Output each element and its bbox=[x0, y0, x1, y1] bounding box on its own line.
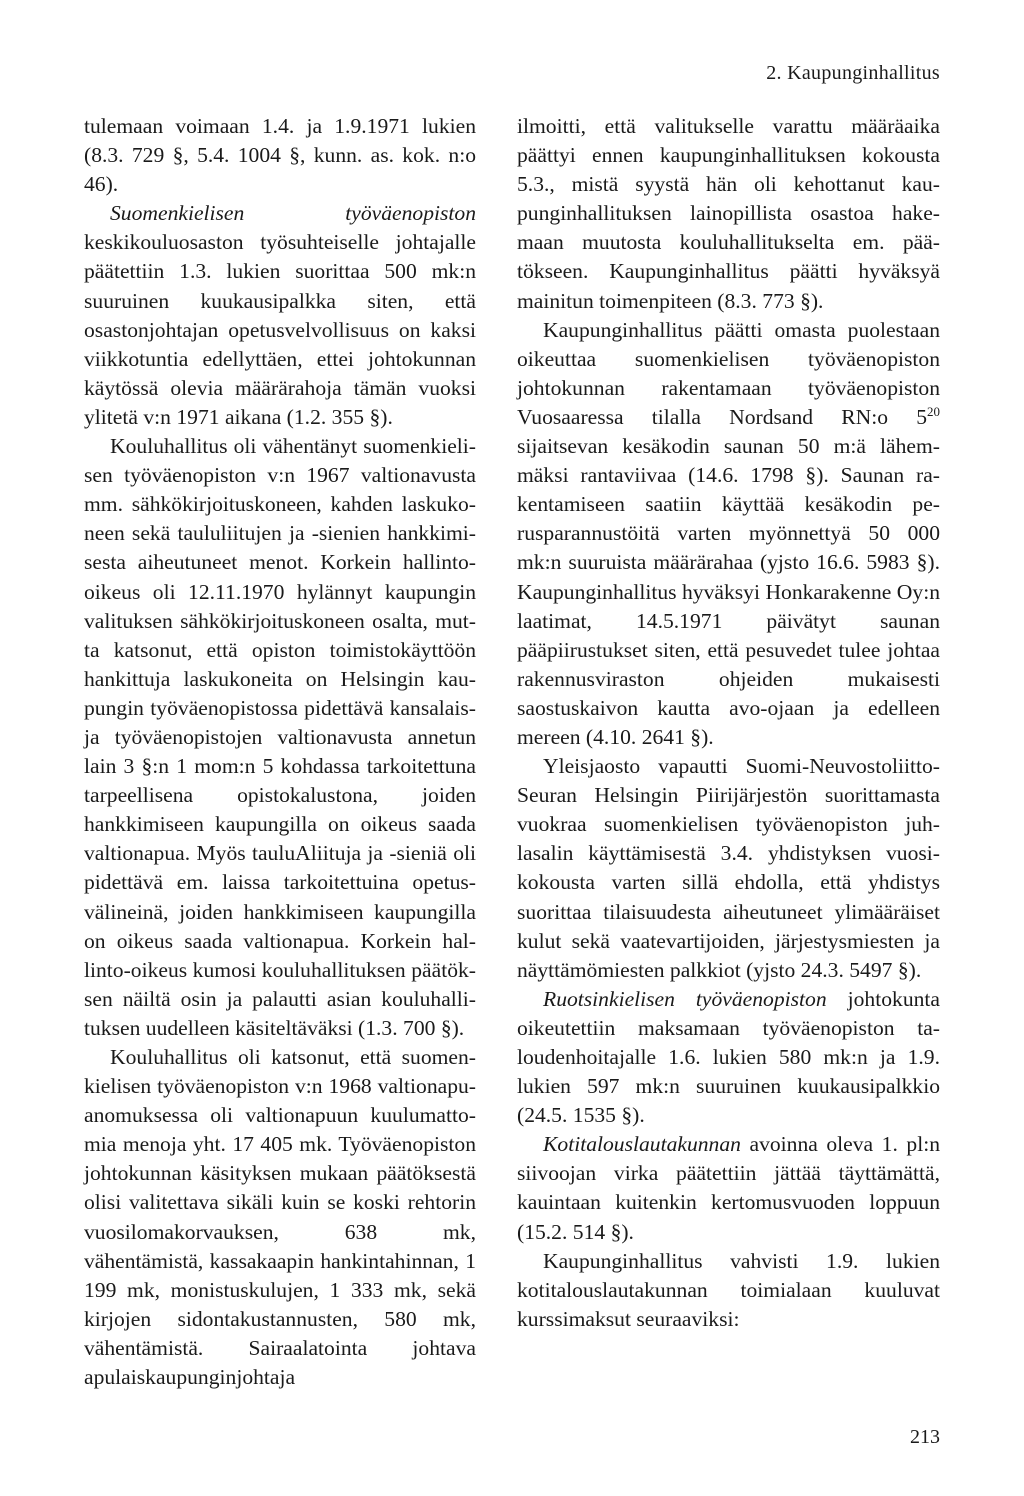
paragraph-text: sijaitsevan kesäkodin saunan 50 m:ä lähemmäksi rantaviivaa (14.6. 1798 §). Saunan rakentamiseen saatiin käyttää kesäkodin perusparannustöitä varten myönnettyä 50 000 mk:n suuruista määrärahaa (yjsto 16.6. 5983 §). Kaupunginhallitus hyväksyi Honkarakenne Oy:n laatimat, 14.5.1971 päivätyt saunan pääpiirustukset siten, että pesuvedet tulee johtaa rakennusviraston ohjeiden mukaisesti saostuskaivon kautta avo-ojaan ja edelleen mereen (4.10. 2641 §). bbox=[517, 434, 940, 749]
paragraph-text: Kouluhallitus oli vähentänyt suomenkielisen työväenopiston v:n 1967 valtionavusta mm. sähkökirjoituskoneen, kahden laskukoneen sekä taululiitujen ja -sienien hankkimisesta aiheutuneet menot. Korkein hallintooikeus oli 12.11.1970 hylännyt kaupungin valituksen sähkökirjoituskoneen osalta, mutta katsonut, että opiston toimistokäyttöön hankittuja laskukoneita on Helsingin kaupungin työväenopistossa pidettävä kansalais- ja työväenopistojen valtionavusta annetun lain 3 §:n 1 mom:n 5 kohdassa tarkoitettuna tarpeellisena opistokalustona, joiden hankkimiseen kaupungilla on oikeus saada valtionapua. Myös tauluAliituja ja -sieniä oli pidettävä em. laissa tarkoitettuina opetusvälineinä, joiden hankkimiseen kaupungilla on oikeus saada valtionapua. Korkein hallinto-oikeus kumosi kouluhallituksen päätöksen näiltä osin ja palautti asian kouluhallituksen uudelleen käsiteltäväksi (1.3. 700 §). bbox=[84, 434, 476, 1040]
paragraph-text: Yleisjaosto vapautti Suomi-Neuvostoliitto-Seuran Helsingin Piirijärjestön suorittamasta vuokraa suomenkielisen työväenopiston juhlasalin käyttämisestä 3.4. yhdistyksen vuosikokousta varten sillä ehdolla, että yhdistys suorittaa tilaisuudesta aiheutuneet ylimääräiset kulut sekä vaatevartijoiden, järjestysmiesten ja näyttämömiesten palkkiot (yjsto 24.3. 5497 §). bbox=[517, 754, 940, 982]
paragraph-text: Kaupunginhallitus päätti omasta puolestaan oikeuttaa suomenkielisen työväenopiston johtokunnan rakentamaan työväenopiston Vuosaaressa tilalla Nordsand RN:o 5 bbox=[517, 317, 940, 429]
right-column bbox=[517, 112, 940, 1334]
paragraph bbox=[84, 112, 476, 199]
paragraph-text: johtokunta oikeutettiin maksamaan työväenopiston taloudenhoitajalle 1.6. lukien 580 mk:n ja 1.9. lukien 597 mk:n suuruinen kuukausipalkkio (24.5. 1535 §). bbox=[517, 986, 940, 1128]
paragraph bbox=[84, 199, 476, 432]
italic-lead: Ruotsinkielisen työväenopiston bbox=[543, 986, 827, 1011]
paragraph bbox=[84, 432, 476, 1043]
paragraph bbox=[517, 752, 940, 985]
paragraph-text: Kaupunginhallitus vahvisti 1.9. lukien kotitalouslautakunnan toimialaan kuuluvat kurssimaksut seuraaviksi: bbox=[517, 1248, 940, 1331]
paragraph bbox=[84, 1043, 476, 1392]
left-column bbox=[84, 112, 476, 1392]
paragraph-text: avoinna oleva 1. pl:n siivoojan virka päätettiin jättää täyttämättä, kauintaan kuitenkin kertomusvuoden loppuun (15.2. 514 §). bbox=[517, 1132, 940, 1244]
paragraph bbox=[517, 985, 940, 1130]
running-header: 2. Kaupunginhallitus bbox=[766, 62, 940, 84]
paragraph-text: tulemaan voimaan 1.4. ja 1.9.1971 lukien (8.3. 729 §, 5.4. 1004 §, kunn. as. kok. n:o 46). bbox=[84, 114, 476, 197]
italic-lead: Suomenkielisen työväenopiston bbox=[110, 201, 476, 226]
paragraph bbox=[517, 316, 940, 752]
page-number: 213 bbox=[910, 1426, 940, 1448]
paragraph bbox=[517, 1130, 940, 1246]
paragraph-text: ilmoitti, että valitukselle varattu määräaika päättyi ennen kaupunginhallituksen kokousta 5.3., mistä syystä hän oli kehottanut kaupunginhallituksen lainopillista osastoa hakemaan muutosta kouluhallitukselta em. päätökseen. Kaupunginhallitus päätti hyväksyä mainitun toimenpiteen (8.3. 773 §). bbox=[517, 114, 940, 313]
paragraph-text: keskikouluosaston työsuhteiselle johtajalle päätettiin 1.3. lukien suorittaa 500 mk:n suuruinen kuukausipalkka siten, että osastonjohtajan opetusvelvollisuus on kaksi viikkotuntia edellyttäen, ettei johtokunnan käytössä olevia määrärahoja tämän vuoksi ylitetä v:n 1971 aikana (1.2. 355 §). bbox=[84, 230, 476, 429]
italic-lead: Kotitalouslautakunnan bbox=[543, 1132, 741, 1157]
superscript: 20 bbox=[927, 403, 940, 419]
paragraph bbox=[517, 1247, 940, 1334]
paragraph bbox=[517, 112, 940, 316]
paragraph-text: Kouluhallitus oli katsonut, että suomenkielisen työväenopiston v:n 1968 valtionapuanomuksessa oli valtionapuun kuulumattomia menoja yht. 17 405 mk. Työväenopiston johtokunnan käsityksen mukaan päätöksestä olisi valitettava sikäli kuin se koski rehtorin vuosilomakorvauksen, 638 mk, vähentämistä, kassakaapin hankintahinnan, 1 199 mk, monistuskulujen, 1 333 mk, sekä kirjojen sidontakustannusten, 580 mk, vähentämistä. Sairaalatointa johtava apulaiskaupunginjohtaja bbox=[84, 1045, 476, 1390]
